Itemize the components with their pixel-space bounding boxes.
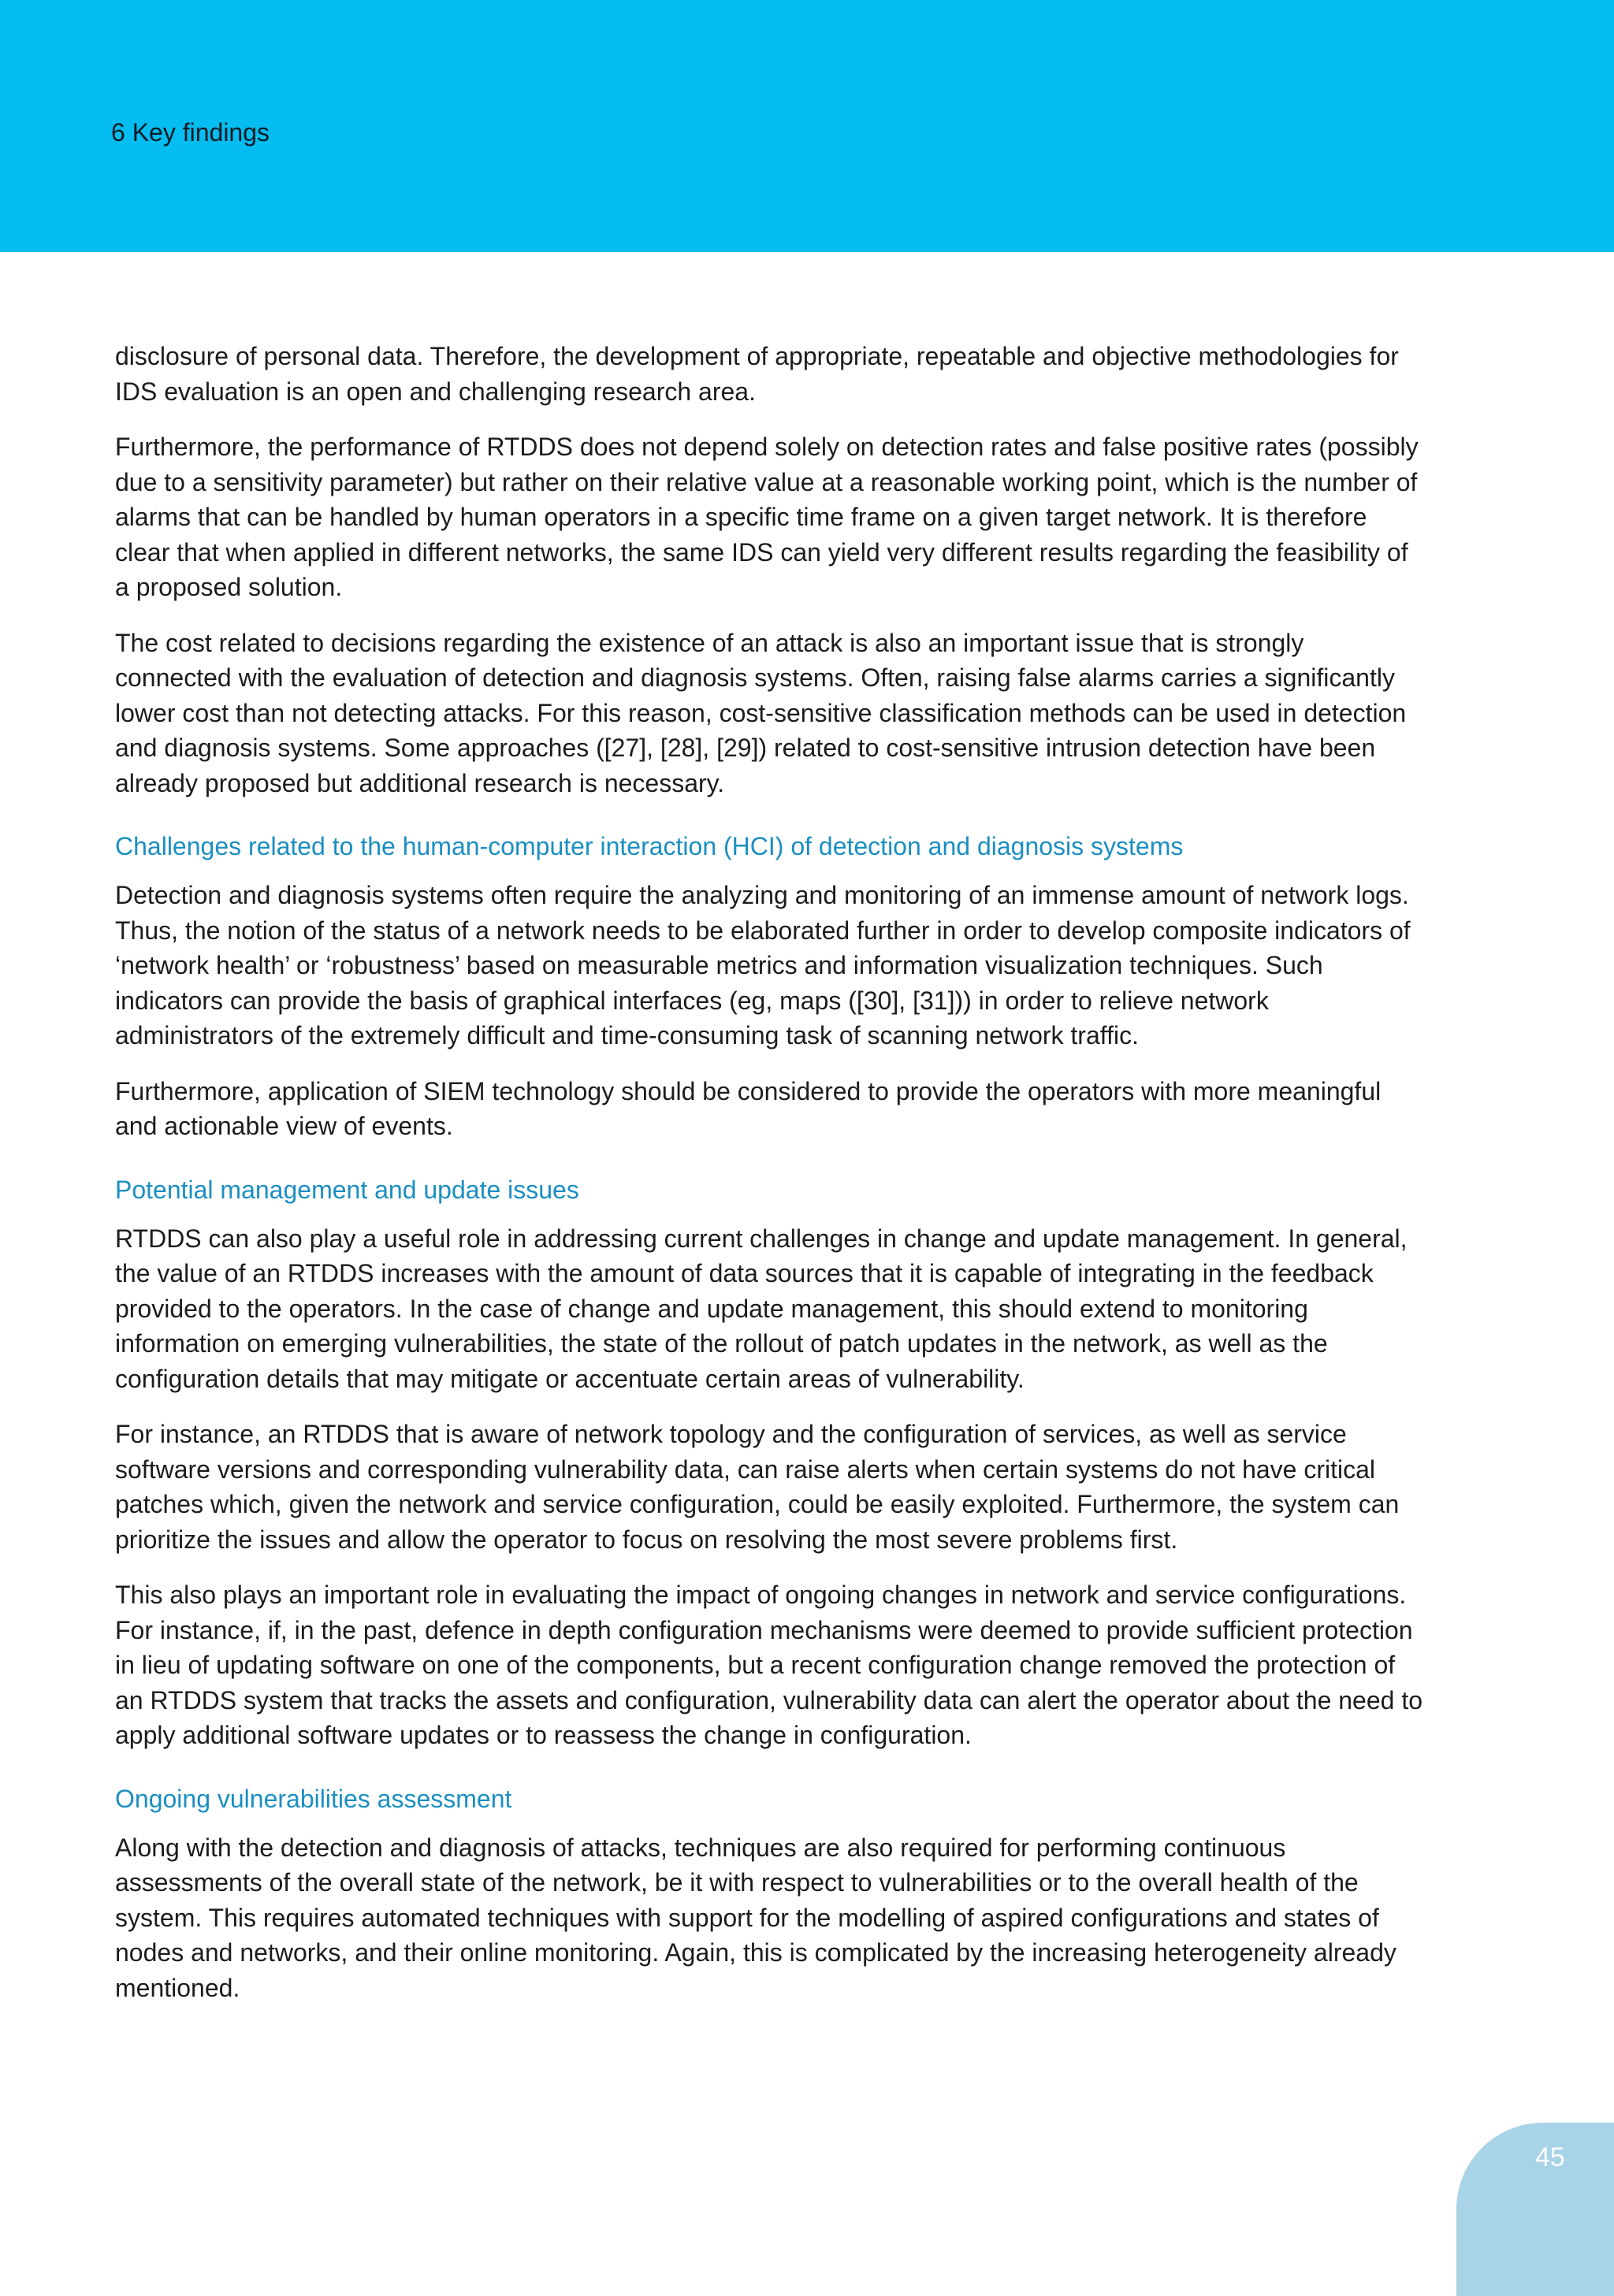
header-band (0, 0, 1614, 252)
page-number: 45 (1535, 2142, 1565, 2172)
paragraph: This also plays an important role in evaluating the impact of ongoing changes in network and service configurations. For instance, if, in the past, defence in depth configuration mechanisms were deemed to provide sufficient protection in lieu of updating software on one of the components, but a recent configuration change removed the protection of an RTDDS system that tracks the assets and configuration, vulnerability data can alert the operator about the need to apply additional software updates or to reassess the change in configuration. (115, 1581, 1423, 1749)
section-label: 6 Key findings (111, 118, 270, 147)
paragraph: Furthermore, application of SIEM technology should be considered to provide the operators with more meaningful and actionable view of events. (115, 1076, 1382, 1140)
subheading-management-update: Potential management and update issues (115, 1175, 579, 1204)
paragraph: The cost related to decisions regarding the existence of an attack is also an important issue that is strongly connected with the evaluation of detection and diagnosis systems. Often, raising false alarms carries a significantly lower cost than not detecting attacks. For this reason, cost-sensitive classification methods can be used in detection and diagnosis systems. Some approaches ([27], [28], [29]) related to cost-sensitive intrusion detection have been already proposed but additional research is necessary. (115, 628, 1407, 797)
paragraph: Detection and diagnosis systems often require the analyzing and monitoring of an immense amount of network logs. Thus, the notion of the status of a network needs to be elaborated further in order to develop composite indicators of ‘network health’ or ‘robustness’ based on measurable metrics and information visualization techniques. Such indicators can provide the basis of graphical interfaces (eg, maps ([30], [31])) in order to relieve network administrators of the extremely difficult and time-consuming task of scanning network traffic. (115, 881, 1411, 1050)
paragraph: RTDDS can also play a useful role in addressing current challenges in change and update management. In general, the value of an RTDDS increases with the amount of data sources that it is capable of integrating in the feedback provided to the operators. In the case of change and update management, this should extend to monitoring information on emerging vulnerabilities, the state of the rollout of patch updates in the network, as well as the configuration details that may mitigate or accentuate certain areas of vulnerability. (115, 1224, 1408, 1393)
paragraph: Furthermore, the performance of RTDDS does not depend solely on detection rates and false positive rates (possibly due to a sensitivity parameter) but rather on their relative value at a reasonable working point, which is the number of alarms that can be handled by human operators in a specific time frame on a given target network. It is therefore clear that when applied in different networks, the same IDS can yield very different results regarding the feasibility of a proposed solution. (115, 433, 1419, 601)
page-content (115, 339, 1423, 2026)
paragraph: Along with the detection and diagnosis of attacks, techniques are also required for performing continuous assessments of the overall state of the network, be it with respect to vulnerabilities or to the overall health of the system. This requires automated techniques with support for the modelling of aspired configurations and states of nodes and networks, and their online monitoring. Again, this is complicated by the increasing heterogeneity already mentioned. (115, 1833, 1396, 2002)
subheading-vulnerabilities-assessment: Ongoing vulnerabilities assessment (115, 1784, 512, 1813)
paragraph: For instance, an RTDDS that is aware of network topology and the configuration of services, as well as service software versions and corresponding vulnerability data, can raise alerts when certain systems do not have critical patches which, given the network and service configuration, could be easily exploited. Furthermore, the system can prioritize the issues and allow the operator to focus on resolving the most severe problems first. (115, 1420, 1400, 1554)
subheading-hci-challenges: Challenges related to the human-computer interaction (HCI) of detection and diagnosis systems (115, 832, 1184, 860)
paragraph: disclosure of personal data. Therefore, the development of appropriate, repeatable and objective methodologies for IDS evaluation is an open and challenging research area. (115, 342, 1399, 406)
